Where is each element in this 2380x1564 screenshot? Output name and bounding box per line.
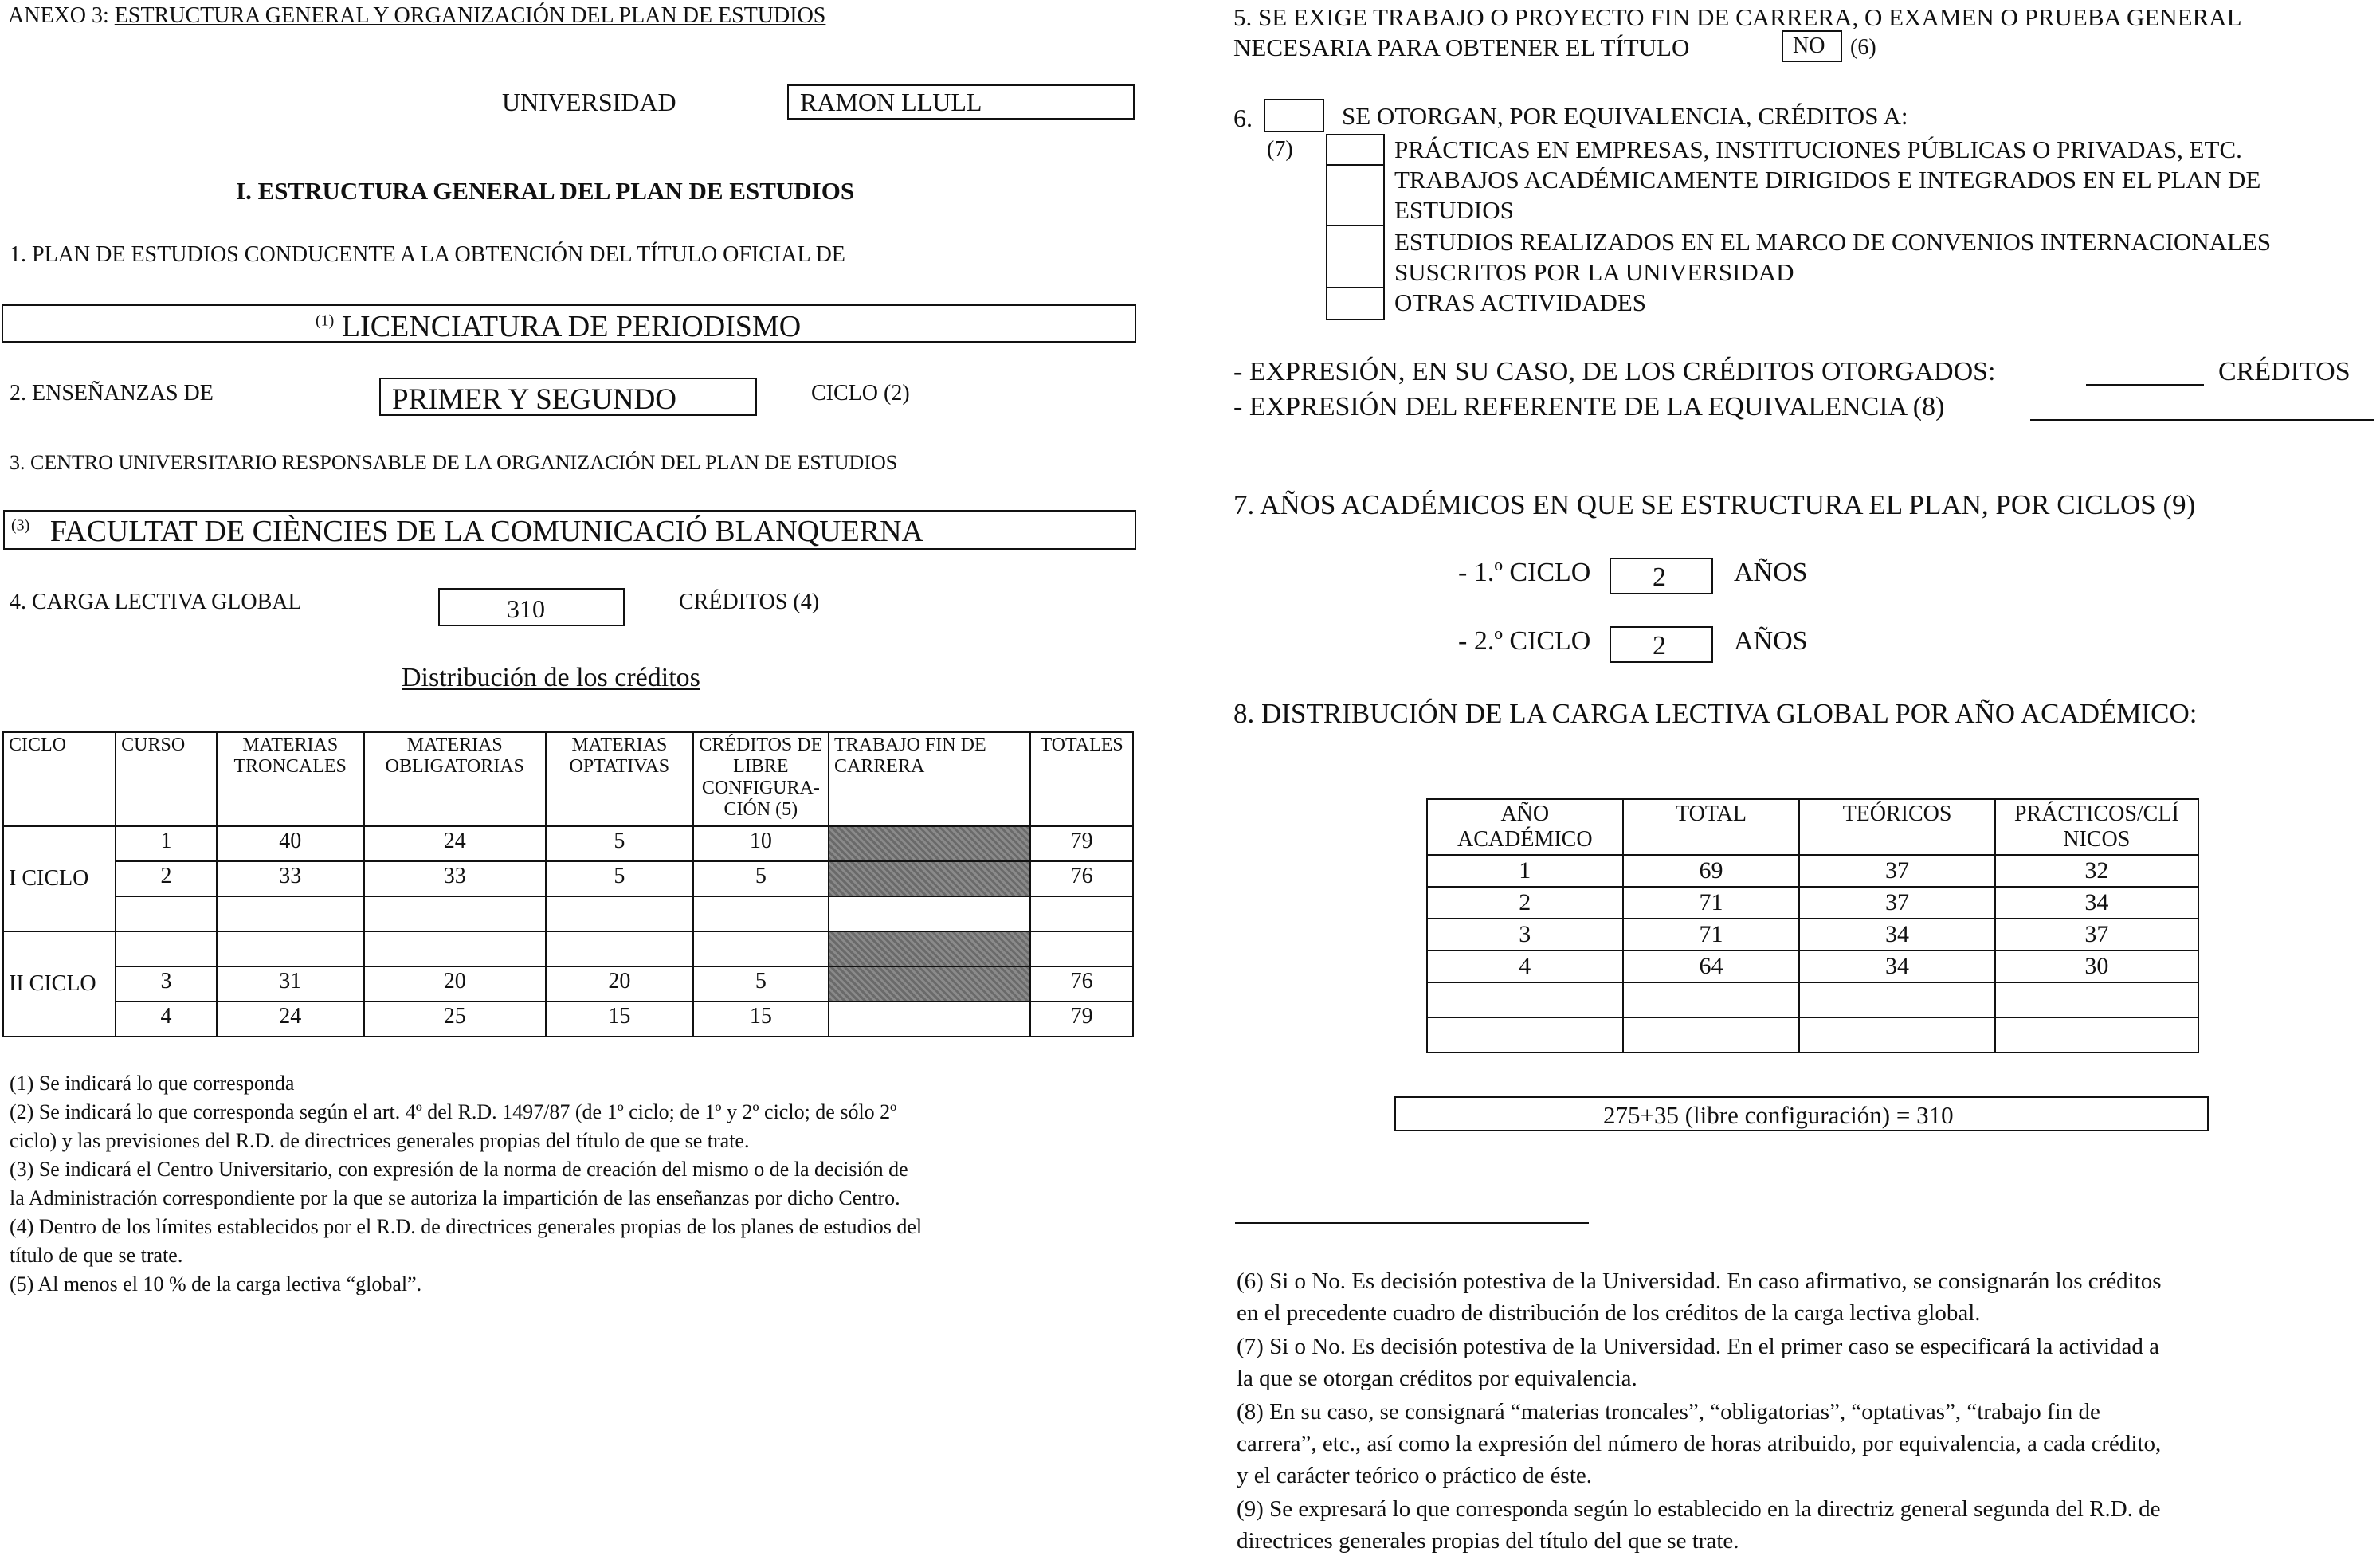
footnote-right: carrera”, etc., así como la expresión del número de horas atribuido, por equivalencia, a cada crédito, <box>1237 1431 2162 1456</box>
table-cell: 10 <box>693 826 829 861</box>
table-cell: 76 <box>1030 966 1133 1002</box>
summary-value: 275+35 (libre configuración) = 310 <box>1603 1101 1954 1129</box>
table-cell: 40 <box>217 826 364 861</box>
item6-number: 6. <box>1233 104 1253 132</box>
footnote-left: (3) Se indicará el Centro Universitario, con expresión de la norma de creación del mismo o de la decisión de <box>10 1158 908 1181</box>
footnote-right: (6) Si o No. Es decisión potestiva de la Universidad. En caso afirmativo, se consignarán los créditos <box>1237 1268 2162 1294</box>
footnote-left: (1) Se indicará lo que corresponda <box>10 1072 295 1095</box>
footnote-left: la Administración correspondiente por la que se autoriza la impartición de las enseñanzas por dicho Centro. <box>10 1186 900 1209</box>
table-cell <box>1623 982 1800 1017</box>
table-row <box>1427 951 2198 982</box>
table-cell: 79 <box>1030 826 1133 861</box>
annex-label: ANEXO 3: <box>8 3 109 28</box>
table-cell <box>217 931 364 966</box>
item8-label: 8. DISTRIBUCIÓN DE LA CARGA LECTIVA GLOBAL POR AÑO ACADÉMICO: <box>1233 698 2198 729</box>
footnote-left: título de que se trate. <box>10 1244 183 1267</box>
expr-credits-suffix: CRÉDITOS <box>2218 357 2351 386</box>
footnote-right: en el precedente cuadro de distribución de los créditos de la carga lectiva global. <box>1237 1300 1981 1326</box>
ciclo1-label: - 1.º CICLO <box>1458 558 1591 587</box>
item1-label: 1. PLAN DE ESTUDIOS CONDUCENTE A LA OBTENCIÓN DEL TÍTULO OFICIAL DE <box>10 242 845 267</box>
footnote-left: (5) Al menos el 10 % de la carga lectiva “global”. <box>10 1272 422 1295</box>
table-cell: 64 <box>1623 951 1800 982</box>
option-checkbox-trabajos[interactable] <box>1326 164 1385 226</box>
item5-line1: 5. SE EXIGE TRABAJO O PROYECTO FIN DE CARRERA, O EXAMEN O PRUEBA GENERAL <box>1233 3 2242 31</box>
header-cell: MATERIAS OBLIGATORIAS <box>364 732 546 826</box>
table-cell: 5 <box>546 826 693 861</box>
item2-suffix: CICLO (2) <box>811 381 910 406</box>
table-cell: 20 <box>364 966 546 1002</box>
option-label: OTRAS ACTIVIDADES <box>1394 288 1647 316</box>
item3-label: 3. CENTRO UNIVERSITARIO RESPONSABLE DE LA ORGANIZACIÓN DEL PLAN DE ESTUDIOS <box>10 451 898 474</box>
table-header-row <box>1427 799 2198 855</box>
table-cell: 32 <box>1995 855 2198 887</box>
table-cell <box>1427 1017 1623 1052</box>
table-cell: 37 <box>1799 887 1994 919</box>
table-cell: 5 <box>546 861 693 896</box>
item2-label: 2. ENSEÑANZAS DE <box>10 381 214 406</box>
item3-value: FACULTAT DE CIÈNCIES DE LA COMUNICACIÓ BLANQUERNA <box>49 515 924 548</box>
table-cell: 2 <box>1427 887 1623 919</box>
table-cell: 20 <box>546 966 693 1002</box>
footnote-left: ciclo) y las previsiones del R.D. de directrices generales propias del título de que se trate. <box>10 1129 750 1152</box>
universidad-box <box>787 84 1135 120</box>
table-cell: 76 <box>1030 861 1133 896</box>
option-checkbox-practicas[interactable] <box>1326 134 1385 166</box>
table-cell <box>364 931 546 966</box>
item3-box <box>3 510 1136 550</box>
expr-referente-label: - EXPRESIÓN DEL REFERENTE DE LA EQUIVALENCIA (8) <box>1233 392 1945 421</box>
table-cell <box>1030 896 1133 931</box>
option-label: ESTUDIOS REALIZADOS EN EL MARCO DE CONVENIOS INTERNACIONALES <box>1394 228 2272 256</box>
footnote-right: y el carácter teórico o práctico de éste. <box>1237 1463 1593 1488</box>
table-cell: 15 <box>693 1002 829 1037</box>
table-cell: 2 <box>116 861 217 896</box>
ciclo2-label: - 2.º CICLO <box>1458 626 1591 656</box>
table-cell <box>116 931 217 966</box>
table-cell: 31 <box>217 966 364 1002</box>
table-cell <box>546 931 693 966</box>
item5-line2: NECESARIA PARA OBTENER EL TÍTULO <box>1233 33 1690 61</box>
header-cell: TEÓRICOS <box>1799 799 1994 855</box>
ciclo1-value: 2 <box>1653 562 1666 592</box>
table-cell <box>1799 1017 1994 1052</box>
ciclo2-box <box>1610 626 1713 663</box>
table-cell: 71 <box>1623 919 1800 951</box>
header-cell: MATERIAS TRONCALES <box>217 732 364 826</box>
table-cell <box>829 1002 1030 1037</box>
table-cell <box>116 896 217 931</box>
table-cell: 34 <box>1995 887 2198 919</box>
table-cell: 3 <box>1427 919 1623 951</box>
table-cell: 69 <box>1623 855 1800 887</box>
header-cell: TRABAJO FIN DE CARRERA <box>829 732 1030 826</box>
ciclo-cell: I CICLO <box>3 826 116 931</box>
annex-header <box>8 3 825 29</box>
table-row <box>1427 1017 2198 1052</box>
expr-credits-blank[interactable] <box>2086 384 2204 386</box>
footnote-left: (2) Se indicará lo que corresponda según el art. 4º del R.D. 1497/87 (de 1º ciclo; de 1º y 2º ciclo; de sólo 2º <box>10 1100 897 1123</box>
table-cell <box>693 931 829 966</box>
option-checkbox-convenios[interactable] <box>1326 225 1385 288</box>
item4-suffix: CRÉDITOS (4) <box>679 590 820 614</box>
item4-label: 4. CARGA LECTIVA GLOBAL <box>10 590 302 614</box>
table-cell <box>1030 931 1133 966</box>
item2-value: PRIMER Y SEGUNDO <box>392 383 677 416</box>
universidad-value: RAMON LLULL <box>800 88 982 116</box>
table-row <box>3 896 1133 931</box>
table-cell: 37 <box>1799 855 1994 887</box>
item6-title: SE OTORGAN, POR EQUIVALENCIA, CRÉDITOS A: <box>1342 102 1908 130</box>
section-title: I. ESTRUCTURA GENERAL DEL PLAN DE ESTUDIOS <box>236 177 855 205</box>
table-cell: 37 <box>1995 919 2198 951</box>
footnote-right: directrices generales propias del título del que se trate. <box>1237 1528 1739 1554</box>
table-cell <box>829 896 1030 931</box>
table-cell <box>1427 982 1623 1017</box>
item5-box <box>1782 30 1842 62</box>
option-label: ESTUDIOS <box>1394 196 1514 224</box>
table-cell: 79 <box>1030 1002 1133 1037</box>
shaded-cell <box>829 826 1030 861</box>
table-cell <box>1623 1017 1800 1052</box>
expr-credits-label: - EXPRESIÓN, EN SU CASO, DE LOS CRÉDITOS OTORGADOS: <box>1233 357 1996 386</box>
yearly-load-table <box>1426 798 2199 1053</box>
shaded-cell <box>829 966 1030 1002</box>
table-cell <box>217 896 364 931</box>
table-cell <box>546 896 693 931</box>
header-cell: CURSO <box>116 732 217 826</box>
footnote-left: (4) Dentro de los límites establecidos por el R.D. de directrices generales propias de los planes de estudios del <box>10 1215 923 1238</box>
table-cell: 3 <box>116 966 217 1002</box>
table-cell: 15 <box>546 1002 693 1037</box>
table-cell: 5 <box>693 966 829 1002</box>
header-cell: CICLO <box>3 732 116 826</box>
shaded-cell <box>829 861 1030 896</box>
table-cell <box>1799 982 1994 1017</box>
footnote-right: la que se otorgan créditos por equivalencia. <box>1237 1366 1637 1391</box>
item6-main-checkbox[interactable] <box>1264 99 1324 132</box>
table-row <box>3 931 1133 966</box>
item7-label: 7. AÑOS ACADÉMICOS EN QUE SE ESTRUCTURA EL PLAN, POR CICLOS (9) <box>1233 489 2196 520</box>
table-cell: 4 <box>1427 951 1623 982</box>
table-row <box>3 966 1133 1002</box>
credits-distribution-table <box>2 731 1134 1037</box>
table-cell: 1 <box>116 826 217 861</box>
item4-box <box>438 588 625 626</box>
expr-referente-blank[interactable] <box>2030 419 2374 421</box>
shaded-cell <box>829 931 1030 966</box>
table-cell: 24 <box>217 1002 364 1037</box>
item1-note: (1) <box>316 312 335 330</box>
item1-content <box>316 309 801 344</box>
item2-box <box>379 378 757 416</box>
item5-note: (6) <box>1850 35 1876 60</box>
table-cell: 34 <box>1799 951 1994 982</box>
item1-box <box>2 304 1136 343</box>
item4-value: 310 <box>507 594 545 623</box>
summary-box <box>1394 1096 2209 1131</box>
header-cell: CRÉDITOS DE LIBRE CONFIGURA-CIÓN (5) <box>693 732 829 826</box>
table-cell: 30 <box>1995 951 2198 982</box>
footnote-divider <box>1235 1222 1589 1224</box>
footnote-right: (9) Se expresará lo que corresponda según lo establecido en la directriz general segunda del R.D. de <box>1237 1496 2161 1522</box>
table-cell: 4 <box>116 1002 217 1037</box>
table-cell <box>364 896 546 931</box>
table-cell <box>1995 1017 2198 1052</box>
header-cell: TOTALES <box>1030 732 1133 826</box>
table-cell: 33 <box>364 861 546 896</box>
table-cell <box>1995 982 2198 1017</box>
table-row <box>3 861 1133 896</box>
table-row <box>3 1002 1133 1037</box>
option-label: SUSCRITOS POR LA UNIVERSIDAD <box>1394 258 1794 286</box>
table-cell: 25 <box>364 1002 546 1037</box>
item5-value: NO <box>1793 33 1825 58</box>
table-row <box>1427 855 2198 887</box>
footnote-right: (7) Si o No. Es decisión potestiva de la Universidad. En el primer caso se especificará la actividad a <box>1237 1334 2159 1359</box>
footnote-right: (8) En su caso, se consignará “materias troncales”, “obligatorias”, “optativas”, “trabajo fin de <box>1237 1399 2100 1425</box>
table-cell: 5 <box>693 861 829 896</box>
ciclo2-unit: AÑOS <box>1734 626 1808 656</box>
header-cell: PRÁCTICOS/CLÍ NICOS <box>1995 799 2198 855</box>
table-cell: 33 <box>217 861 364 896</box>
item3-note: (3) <box>11 516 30 535</box>
table-row <box>1427 982 2198 1017</box>
header-cell: MATERIAS OPTATIVAS <box>546 732 693 826</box>
item6-note: (7) <box>1267 137 1293 162</box>
ciclo1-box <box>1610 558 1713 594</box>
item1-value: LICENCIATURA DE PERIODISMO <box>341 310 802 343</box>
table-cell: 71 <box>1623 887 1800 919</box>
table-row <box>1427 887 2198 919</box>
option-checkbox-otras[interactable] <box>1326 287 1385 320</box>
item3-content <box>11 514 923 549</box>
table-cell: 24 <box>364 826 546 861</box>
universidad-label: UNIVERSIDAD <box>502 88 676 116</box>
annex-title: ESTRUCTURA GENERAL Y ORGANIZACIÓN DEL PLAN DE ESTUDIOS <box>114 3 826 28</box>
table-cell <box>693 896 829 931</box>
table-cell: 1 <box>1427 855 1623 887</box>
header-cell: AÑO ACADÉMICO <box>1427 799 1623 855</box>
option-label: TRABAJOS ACADÉMICAMENTE DIRIGIDOS E INTEGRADOS EN EL PLAN DE <box>1394 166 2261 194</box>
table-header-row <box>3 732 1133 826</box>
ciclo-cell: II CICLO <box>3 931 116 1037</box>
ciclo1-unit: AÑOS <box>1734 558 1808 587</box>
option-label: PRÁCTICAS EN EMPRESAS, INSTITUCIONES PÚBLICAS O PRIVADAS, ETC. <box>1394 135 2242 163</box>
ciclo2-value: 2 <box>1653 631 1666 660</box>
distribution-title: Distribución de los créditos <box>402 663 700 692</box>
header-cell: TOTAL <box>1623 799 1800 855</box>
table-row <box>3 826 1133 861</box>
table-cell: 34 <box>1799 919 1994 951</box>
table-row <box>1427 919 2198 951</box>
